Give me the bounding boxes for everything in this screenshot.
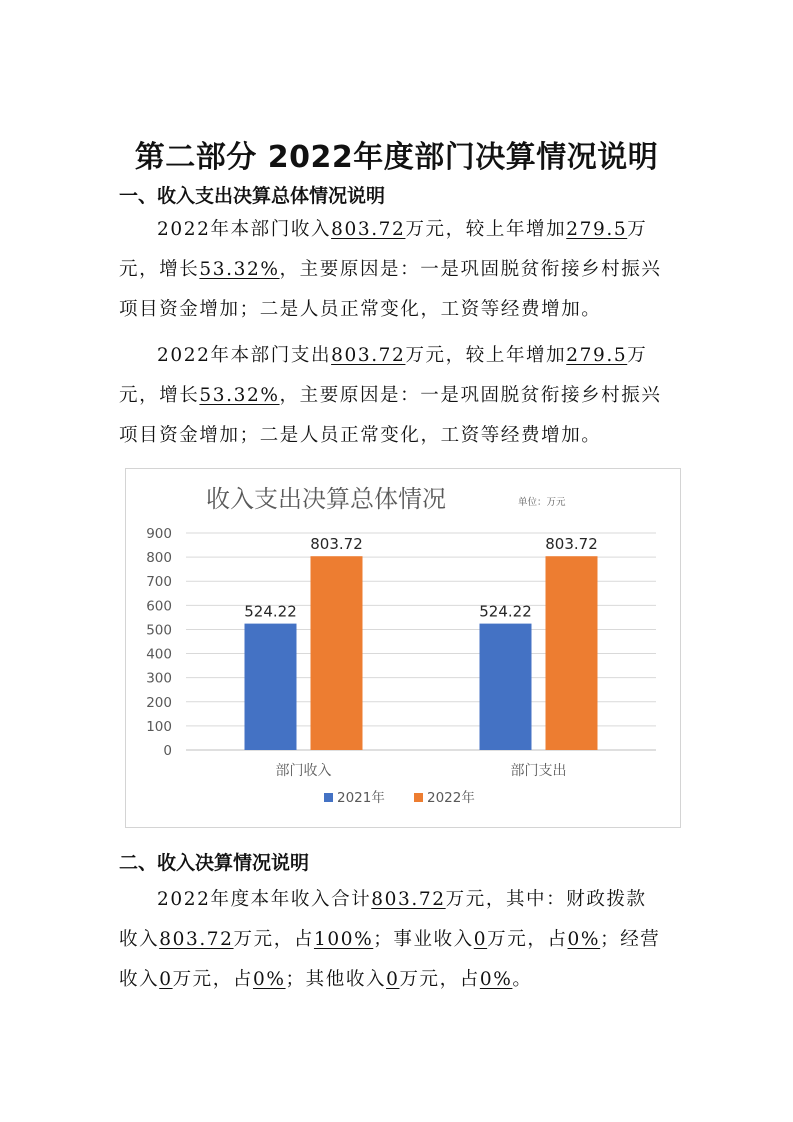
bar [311,556,363,750]
legend-label: 2022年 [427,790,475,806]
x-tick-label: 部门收入 [275,763,332,779]
section2-para [119,880,679,1000]
y-tick-label: 100 [146,718,172,735]
chart-unit-note: 单位：万元 [518,497,566,508]
y-tick-label: 500 [146,622,172,639]
y-tick-label: 400 [146,646,172,663]
y-tick-label: 600 [146,598,172,615]
y-tick-label: 200 [146,694,172,711]
para-line: 项目资金增加；二是人员正常变化，工资等经费增加。 [119,425,602,446]
bar [546,556,598,750]
section1-para1 [119,210,679,330]
page-title: 第二部分 2022年度部门决算情况说明 [134,140,659,175]
bar-chart [126,469,680,827]
section1-heading: 一、收入支出决算总体情况说明 [119,185,386,207]
y-tick-label: 700 [146,574,172,591]
para-line: 元，增长53.32%，主要原因是：一是巩固脱贫衔接乡村振兴 [119,259,662,280]
legend-swatch [414,793,423,802]
data-label: 524.22 [479,602,532,621]
para-line: 项目资金增加；二是人员正常变化，工资等经费增加。 [119,299,602,320]
legend-swatch [324,793,333,802]
bar [480,624,532,750]
data-label: 524.22 [244,602,297,621]
y-tick-label: 0 [163,743,172,759]
data-label: 803.72 [310,535,363,554]
para-line: 2022年本部门收入803.72万元，较上年增加279.5万 [157,219,648,240]
para-line: 收入0万元，占0%；其他收入0万元，占0%。 [119,969,533,990]
y-tick-label: 900 [146,526,172,542]
para-line: 元，增长53.32%，主要原因是：一是巩固脱贫衔接乡村振兴 [119,385,662,406]
data-label: 803.72 [545,535,598,554]
legend-label: 2021年 [337,790,385,806]
bar [245,624,297,750]
x-tick-label: 部门支出 [510,763,567,779]
para-line: 收入803.72万元，占100%；事业收入0万元，占0%；经营 [119,929,661,950]
y-tick-label: 800 [146,550,172,567]
chart-container [125,468,681,828]
y-tick-label: 300 [146,670,172,687]
para-line: 2022年度本年收入合计803.72万元，其中：财政拨款 [157,889,647,910]
section1-para2 [119,336,679,456]
chart-title: 收入支出决算总体情况 [206,485,446,513]
section2-heading: 二、收入决算情况说明 [119,852,310,874]
para-line: 2022年本部门支出803.72万元，较上年增加279.5万 [157,345,648,366]
